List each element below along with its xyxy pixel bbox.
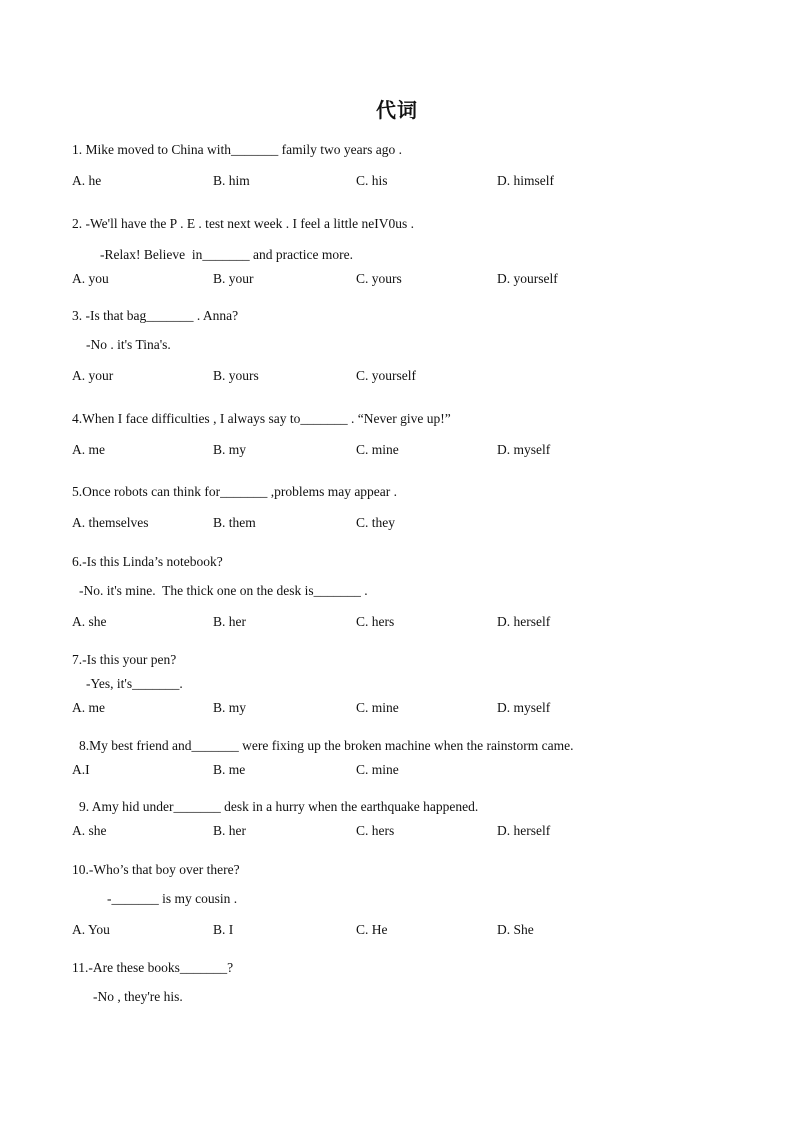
question-11-stem: 11.-Are these books_______? (72, 960, 234, 975)
question-7-reply: -Yes, it's_______. (86, 676, 183, 691)
option-b: B. my (213, 442, 247, 457)
option-d: D. herself (497, 823, 551, 838)
option-d: D. myself (497, 700, 551, 715)
option-a: A. themselves (72, 515, 149, 530)
question-1-options (72, 172, 732, 190)
option-a: A. you (72, 271, 109, 286)
option-a: A. your (72, 368, 114, 383)
option-b: B. I (213, 922, 234, 937)
option-c: C. mine (356, 442, 399, 457)
option-c: C. yourself (356, 368, 416, 383)
question-7-options (72, 699, 732, 717)
option-d: D. She (497, 922, 534, 937)
question-5-options (72, 514, 732, 532)
question-7-stem: 7.-Is this your pen? (72, 652, 177, 667)
question-5-stem: 5.Once robots can think for_______ ,problems may appear . (72, 484, 398, 499)
option-c: C. He (356, 922, 388, 937)
option-a: A. she (72, 823, 107, 838)
option-c: C. mine (356, 700, 399, 715)
option-c: C. they (356, 515, 395, 530)
option-d: D. himself (497, 173, 554, 188)
option-a: A. me (72, 700, 105, 715)
option-a: A.I (72, 762, 90, 777)
question-4-options (72, 441, 732, 459)
option-a: A. she (72, 614, 107, 629)
question-9-stem: 9. Amy hid under_______ desk in a hurry when the earthquake happened. (79, 799, 479, 814)
question-8-stem: 8.My best friend and_______ were fixing up the broken machine when the rainstorm came. (79, 738, 574, 753)
option-a: A. me (72, 442, 105, 457)
option-c: C. hers (356, 614, 395, 629)
option-b: B. your (213, 271, 254, 286)
option-d: D. herself (497, 614, 551, 629)
question-11-reply: -No , they're his. (93, 989, 183, 1004)
option-b: B. him (213, 173, 250, 188)
option-c: C. his (356, 173, 388, 188)
question-3-stem: 3. -Is that bag_______ . Anna? (72, 308, 239, 323)
question-3-reply: -No . it's Tina's. (86, 337, 171, 352)
question-6-options (72, 613, 732, 631)
option-b: B. her (213, 614, 246, 629)
option-a: A. he (72, 173, 102, 188)
option-b: B. her (213, 823, 246, 838)
question-6-reply: -No. it's mine. The thick one on the desk is_______ . (79, 583, 368, 598)
option-d: D. yourself (497, 271, 558, 286)
question-3-options (72, 367, 732, 385)
option-b: B. yours (213, 368, 259, 383)
option-d: D. myself (497, 442, 551, 457)
question-4-stem: 4.When I face difficulties , I always say to_______ . “Never give up!” (72, 411, 451, 426)
page-title: 代词 (376, 98, 418, 122)
option-c: C. yours (356, 271, 402, 286)
question-8-options (72, 761, 732, 779)
option-b: B. me (213, 762, 246, 777)
question-6-stem: 6.-Is this Linda’s notebook? (72, 554, 223, 569)
question-2-stem: 2. -We'll have the P . E . test next week . I feel a little neIV0us . (72, 216, 414, 231)
question-10-reply: -_______ is my cousin . (107, 891, 238, 906)
question-2-reply: -Relax! Believe in_______ and practice more. (100, 247, 354, 262)
question-2-options (72, 270, 732, 288)
question-9-options (72, 822, 732, 840)
question-10-stem: 10.-Who’s that boy over there? (72, 862, 240, 877)
option-c: C. mine (356, 762, 399, 777)
option-b: B. my (213, 700, 247, 715)
option-a: A. You (72, 922, 110, 937)
question-10-options (72, 921, 732, 939)
option-b: B. them (213, 515, 256, 530)
question-1-stem: 1. Mike moved to China with_______ family two years ago . (72, 142, 402, 157)
option-c: C. hers (356, 823, 395, 838)
